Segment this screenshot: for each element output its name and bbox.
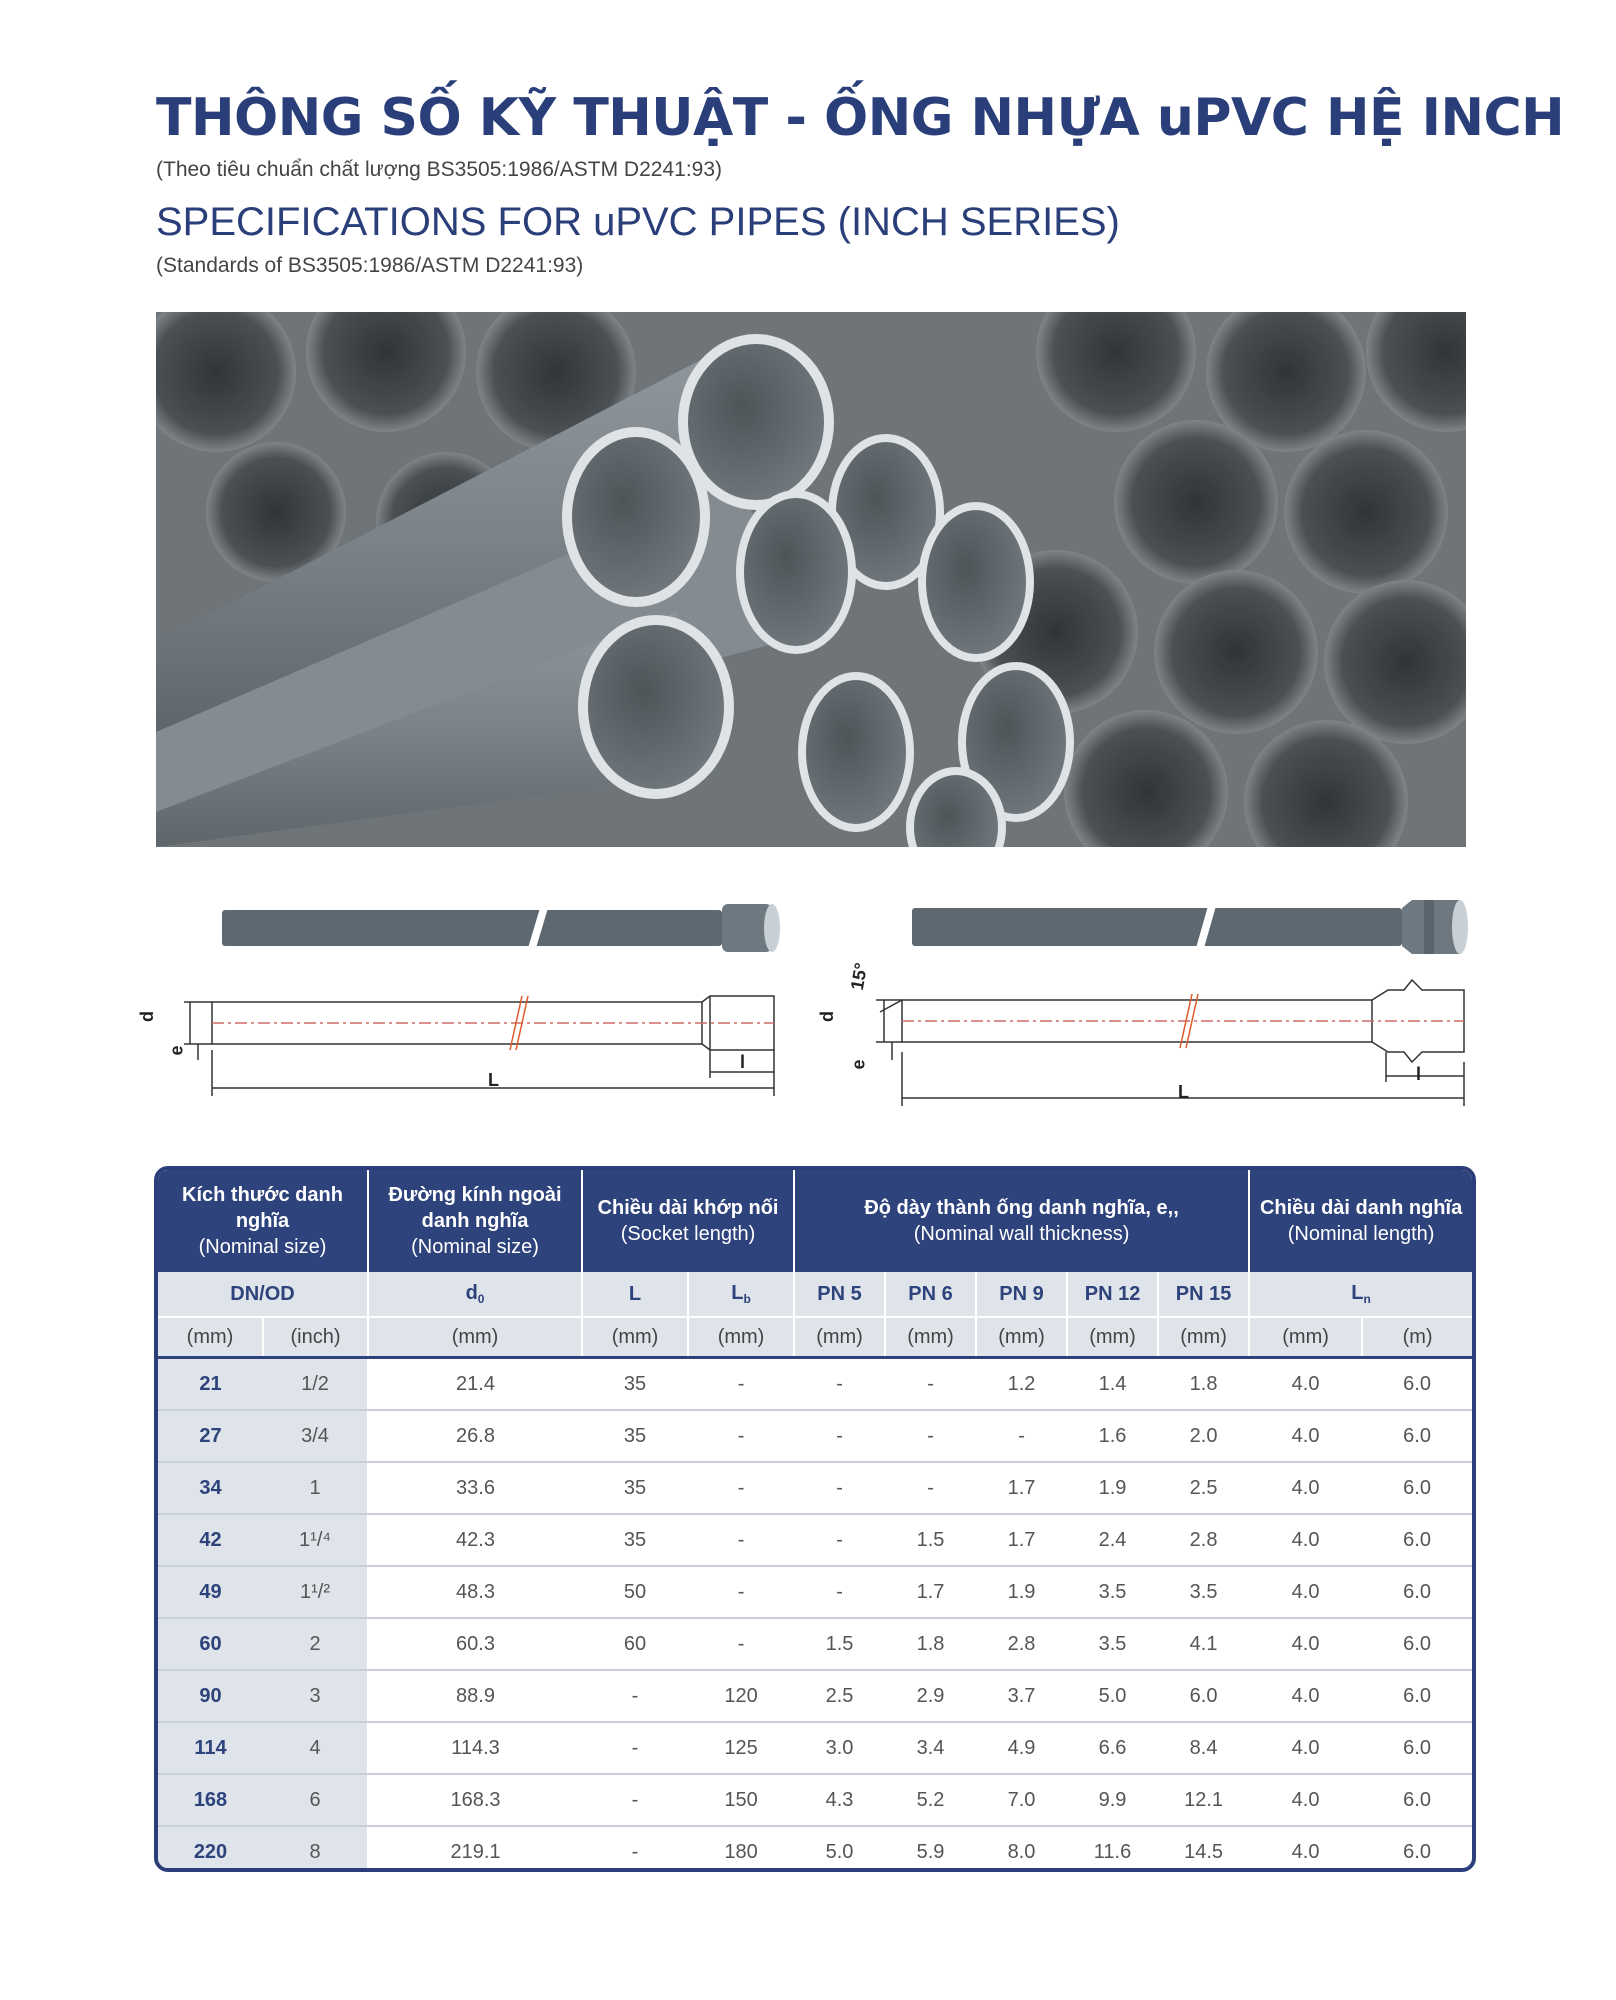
header-unit-row xyxy=(158,1317,1472,1358)
group-nominal-length: Chiều dài danh nghĩa (Nominal length) xyxy=(1249,1170,1472,1272)
table-cell: - xyxy=(885,1462,976,1514)
table-cell: 26.8 xyxy=(368,1410,582,1462)
table-cell: 5.0 xyxy=(825,1840,854,1863)
table-cell: - xyxy=(976,1410,1067,1462)
table-cell: - xyxy=(582,1670,688,1722)
page-title-vn: THÔNG SỐ KỸ THUẬT - ỐNG NHỰA uPVC HỆ INCH xyxy=(156,88,1565,148)
group-wall-thickness: Độ dày thành ống danh nghĩa, e,, (Nominal wall thickness) xyxy=(794,1170,1249,1272)
table-cell: 6.0 xyxy=(1362,1410,1472,1462)
table-cell: 6.0 xyxy=(1362,1514,1472,1566)
table-cell: 6.6 xyxy=(1067,1722,1158,1774)
table-cell: 60 xyxy=(158,1618,263,1670)
table-cell: 12.1 xyxy=(1158,1774,1249,1826)
table-cell: - xyxy=(688,1358,794,1411)
table-cell: - xyxy=(794,1462,885,1514)
table-cell: 88.9 xyxy=(368,1670,582,1722)
table-row xyxy=(158,1410,1472,1462)
table-cell: 4.0 xyxy=(1249,1462,1362,1514)
table-cell: 6.0 xyxy=(1362,1566,1472,1618)
symbol-pn5: PN 5 xyxy=(794,1272,885,1317)
label-e-right: e xyxy=(848,1059,869,1070)
table-cell: 7.0 xyxy=(976,1774,1067,1826)
table-cell: 4.0 xyxy=(1249,1618,1362,1670)
table-row xyxy=(158,1514,1472,1566)
unit-cell: (mm) xyxy=(1249,1317,1362,1358)
table-cell: - xyxy=(794,1566,885,1618)
symbol-pn6: PN 6 xyxy=(885,1272,976,1317)
table-cell: 27 xyxy=(158,1410,263,1462)
table-cell: 1.8 xyxy=(1158,1358,1249,1411)
header-group-row xyxy=(158,1170,1472,1272)
table-cell: 42.3 xyxy=(368,1514,582,1566)
unit-cell: (mm) xyxy=(688,1317,794,1358)
symbol-pn12: PN 12 xyxy=(1067,1272,1158,1317)
table-cell: 4.3 xyxy=(794,1774,885,1826)
table-cell: 50 xyxy=(582,1566,688,1618)
unit-cell: (mm) xyxy=(158,1317,263,1358)
label-L-left: L xyxy=(488,1070,499,1090)
table-body xyxy=(158,1358,1472,1873)
table-cell: 1.7 xyxy=(976,1462,1067,1514)
table-row xyxy=(158,1670,1472,1722)
table-cell: 6.0 xyxy=(1362,1358,1472,1411)
table-cell: 35 xyxy=(582,1462,688,1514)
table-cell: 3.5 xyxy=(1158,1566,1249,1618)
group-outside-diameter: Đường kính ngoài danh nghĩa (Nominal size) xyxy=(368,1170,582,1272)
label-l-right: l xyxy=(1416,1064,1422,1084)
table-cell: 2.5 xyxy=(1158,1462,1249,1514)
table-row xyxy=(158,1462,1472,1514)
table-cell: 6.0 xyxy=(1158,1670,1249,1722)
unit-cell: (mm) xyxy=(885,1317,976,1358)
table-cell: 4.0 xyxy=(1249,1410,1362,1462)
table-cell: 114.3 xyxy=(368,1722,582,1774)
symbol-pn15: PN 15 xyxy=(1158,1272,1249,1317)
table-cell: - xyxy=(794,1410,885,1462)
table-cell: 4.0 xyxy=(1249,1358,1362,1411)
table-cell: - xyxy=(688,1410,794,1462)
table-cell: - xyxy=(582,1722,688,1774)
unit-cell: (mm) xyxy=(1158,1317,1249,1358)
table-cell: 150 xyxy=(688,1774,794,1826)
standard-note-vn: (Theo tiêu chuẩn chất lượng BS3505:1986/ASTM D2241:93) xyxy=(156,158,723,181)
table-cell: 2.8 xyxy=(976,1618,1067,1670)
table-cell: 4.0 xyxy=(1291,1840,1320,1863)
table-cell: 6.0 xyxy=(1362,1462,1472,1514)
table-cell: 6.0 xyxy=(1362,1618,1472,1670)
table-cell: 1.7 xyxy=(976,1514,1067,1566)
table-cell: 60.3 xyxy=(368,1618,582,1670)
table-cell: - xyxy=(688,1566,794,1618)
table-cell: 42 xyxy=(158,1514,263,1566)
table-cell: 14.5 xyxy=(1184,1840,1224,1863)
table-cell: 168 xyxy=(158,1774,263,1826)
table-row xyxy=(158,1722,1472,1774)
table-cell: 1.8 xyxy=(885,1618,976,1670)
pipes-photo xyxy=(156,312,1466,847)
symbol-dn-od: DN/OD xyxy=(158,1272,368,1317)
table-cell: 6.0 xyxy=(1362,1722,1472,1774)
pipe-rubber-ring-socket-drawing xyxy=(840,978,1480,1118)
table-cell: 21.4 xyxy=(368,1358,582,1411)
table-cell: 1¹/² xyxy=(263,1566,368,1618)
table-cell: 8 xyxy=(263,1826,368,1872)
table-cell: 3/4 xyxy=(263,1410,368,1462)
table-cell: - xyxy=(885,1358,976,1411)
label-d-right: d xyxy=(817,1011,837,1022)
table-cell: 4.1 xyxy=(1158,1618,1249,1670)
table-cell: 6.0 xyxy=(1362,1774,1472,1826)
table-cell: 1.6 xyxy=(1067,1410,1158,1462)
standard-note-en: (Standards of BS3505:1986/ASTM D2241:93) xyxy=(156,254,584,277)
table-cell: - xyxy=(794,1514,885,1566)
table-cell: 3.7 xyxy=(976,1670,1067,1722)
table-cell: 35 xyxy=(582,1514,688,1566)
table-cell: 1.5 xyxy=(794,1618,885,1670)
table-cell: 114 xyxy=(158,1722,263,1774)
table-cell: 2.4 xyxy=(1067,1514,1158,1566)
table-cell: 21 xyxy=(158,1358,263,1411)
label-d-left: d xyxy=(137,1011,157,1022)
table-cell: 3.5 xyxy=(1067,1566,1158,1618)
table-cell: - xyxy=(631,1840,639,1863)
table-cell: 6.0 xyxy=(1362,1670,1472,1722)
table-cell: 4 xyxy=(263,1722,368,1774)
table-cell: 3.4 xyxy=(885,1722,976,1774)
table-row xyxy=(158,1774,1472,1826)
table-cell: 219.1 xyxy=(450,1840,501,1863)
table-cell: - xyxy=(582,1774,688,1826)
table-cell: 1.5 xyxy=(885,1514,976,1566)
unit-cell: (m) xyxy=(1362,1317,1472,1358)
table-cell: 4.0 xyxy=(1249,1514,1362,1566)
table-cell: 2.9 xyxy=(885,1670,976,1722)
table-cell: - xyxy=(688,1514,794,1566)
table-cell: 4.9 xyxy=(976,1722,1067,1774)
unit-cell: (mm) xyxy=(1067,1317,1158,1358)
unit-cell: (mm) xyxy=(976,1317,1067,1358)
table-cell: 8.0 xyxy=(1007,1840,1036,1863)
table-cell: 1.2 xyxy=(976,1358,1067,1411)
table-cell: 5.2 xyxy=(885,1774,976,1826)
table-cell: 1/2 xyxy=(263,1358,368,1411)
table-cell: 48.3 xyxy=(368,1566,582,1618)
table-cell: 1.9 xyxy=(976,1566,1067,1618)
page-title-en: SPECIFICATIONS FOR uPVC PIPES (INCH SERIES) xyxy=(156,200,1120,244)
table-cell: 1.7 xyxy=(885,1566,976,1618)
symbol-pn9: PN 9 xyxy=(976,1272,1067,1317)
table-cell: - xyxy=(688,1618,794,1670)
table-cell: 5.0 xyxy=(1067,1670,1158,1722)
table-cell: 3.5 xyxy=(1067,1618,1158,1670)
table-cell: 120 xyxy=(688,1670,794,1722)
table-cell: 2.5 xyxy=(794,1670,885,1722)
group-nominal-size: Kích thước danh nghĩa (Nominal size) xyxy=(158,1170,368,1272)
table-cell: - xyxy=(794,1358,885,1411)
table-cell: 90 xyxy=(158,1670,263,1722)
symbol-Lb: $L_b$ xyxy=(688,1272,794,1317)
table-cell: 34 xyxy=(158,1462,263,1514)
label-angle-right: 15° xyxy=(846,961,872,992)
symbol-d0: $d_0$ xyxy=(368,1272,582,1317)
table-cell: - xyxy=(688,1462,794,1514)
table-cell: 49 xyxy=(158,1566,263,1618)
table-cell: 33.6 xyxy=(368,1462,582,1514)
table-cell: 4.0 xyxy=(1249,1566,1362,1618)
label-l-left: l xyxy=(740,1052,746,1072)
spec-table xyxy=(154,1166,1476,1872)
table-cell: 3 xyxy=(263,1670,368,1722)
table-cell: 4.0 xyxy=(1249,1722,1362,1774)
table-cell: 168.3 xyxy=(368,1774,582,1826)
table-cell: 5.9 xyxy=(916,1840,945,1863)
table-cell: 4.0 xyxy=(1249,1774,1362,1826)
table-row xyxy=(158,1358,1472,1411)
symbol-L: L xyxy=(582,1272,688,1317)
table-cell: 35 xyxy=(582,1410,688,1462)
table-cell: 35 xyxy=(582,1358,688,1411)
table-row xyxy=(158,1618,1472,1670)
group-socket-length: Chiều dài khớp nối (Socket length) xyxy=(582,1170,794,1272)
pipe-solvent-socket-photo xyxy=(222,900,782,956)
table-cell: 6.0 xyxy=(1403,1840,1431,1863)
table-cell: 1.9 xyxy=(1067,1462,1158,1514)
table-cell: - xyxy=(885,1410,976,1462)
table-cell: 1¹/⁴ xyxy=(263,1514,368,1566)
pipes-illustration xyxy=(156,312,1466,847)
table-cell: 9.9 xyxy=(1067,1774,1158,1826)
header-symbol-row xyxy=(158,1272,1472,1317)
table-cell: 2.0 xyxy=(1158,1410,1249,1462)
table-cell: 11.6 xyxy=(1093,1840,1132,1863)
table-cell: 125 xyxy=(688,1722,794,1774)
table-cell: 4.0 xyxy=(1249,1670,1362,1722)
unit-cell: (inch) xyxy=(263,1317,368,1358)
unit-cell: (mm) xyxy=(368,1317,582,1358)
table-cell: 1.4 xyxy=(1067,1358,1158,1411)
table-cell: 60 xyxy=(582,1618,688,1670)
pipe-solvent-socket-drawing xyxy=(150,988,790,1108)
table-cell: 180 xyxy=(724,1840,758,1863)
label-e-left: e xyxy=(166,1045,187,1056)
table-cell: 220 xyxy=(158,1826,263,1872)
table-cell: 2.8 xyxy=(1158,1514,1249,1566)
table-cell: 1 xyxy=(263,1462,368,1514)
table-cell: 6 xyxy=(263,1774,368,1826)
symbol-Ln: $L_n$ xyxy=(1249,1272,1472,1317)
pipe-rubber-ring-socket-photo xyxy=(912,896,1472,960)
table-cell: 8.4 xyxy=(1158,1722,1249,1774)
unit-cell: (mm) xyxy=(582,1317,688,1358)
unit-cell: (mm) xyxy=(794,1317,885,1358)
label-L-right: L xyxy=(1178,1082,1189,1102)
table-row xyxy=(158,1566,1472,1618)
table-cell: 2 xyxy=(263,1618,368,1670)
table-cell: 3.0 xyxy=(794,1722,885,1774)
table-row xyxy=(158,1826,1472,1872)
